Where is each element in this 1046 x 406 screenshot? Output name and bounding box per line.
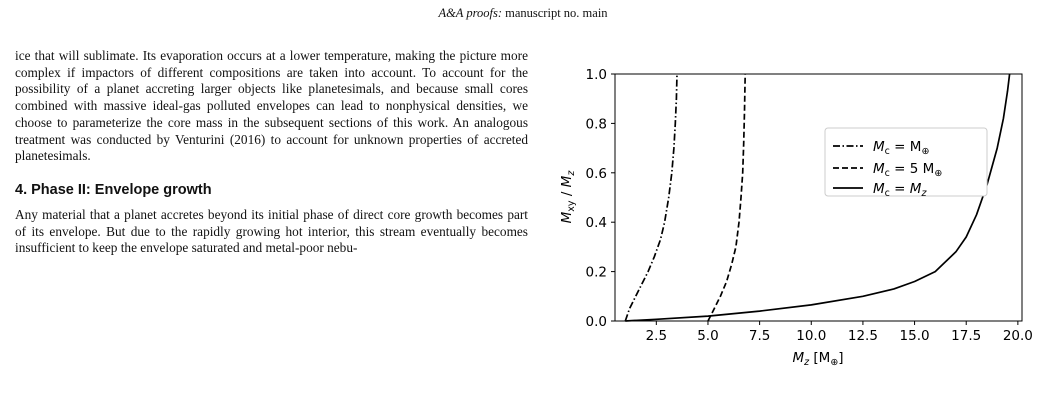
y-tick-label: 0.8: [585, 116, 607, 133]
legend-label-3: $M_c = M_z$: [873, 181, 927, 199]
x-tick-label: 10.0: [796, 328, 827, 344]
x-tick-label: 5.0: [697, 328, 719, 344]
axis-ticks: [586, 67, 1033, 344]
y-tick-label: 0.0: [585, 314, 607, 330]
y-tick-label: 0.6: [585, 165, 607, 182]
text-column: [15, 48, 528, 257]
legend-label-2: $M_c = 5$ $M_\oplus$: [873, 161, 943, 179]
mass-ratio-chart: [545, 54, 1040, 399]
legend: [825, 128, 987, 199]
x-tick-label: 17.5: [951, 328, 982, 344]
series-line-dashdot: [625, 74, 677, 321]
legend-label-1: $M_c = M_\oplus$: [873, 139, 930, 157]
running-header: [0, 6, 1046, 21]
series-line-solid: [625, 74, 1009, 321]
paragraph-1: ice that will sublimate. Its evaporation occurs at a lower temperature, making the picture more complex if impactors of different compositions are taken into account. To account for the possibility of a planet accreting larger objects like planetesimals, and because small cores combined with massive ideal-gas polluted envelopes can lead to nonphysical densities, we choose to parameterize the core mass in the subsequent sections of this work. An analogous treatment was conducted by Venturini (2016) to account for unknown properties of accreted planetesimals.: [15, 48, 528, 164]
x-axis-label: $M_z$ $[M_\oplus]$: [792, 350, 844, 368]
x-tick-label: 2.5: [645, 328, 668, 344]
x-tick-label: 20.0: [1002, 328, 1033, 344]
y-tick-label: 1.0: [585, 67, 607, 83]
x-tick-label: 12.5: [847, 328, 878, 344]
y-tick-label: 0.2: [585, 264, 607, 281]
x-tick-label: 7.5: [748, 328, 771, 344]
journal-name: A&A proofs:: [438, 6, 502, 20]
y-tick-label: 0.4: [585, 215, 607, 232]
series-line-dashed: [708, 74, 745, 321]
y-axis-label: $M_{xy} / M_z$: [559, 170, 577, 224]
paragraph-2: Any material that a planet accretes beyond its initial phase of direct core growth becomes part of its envelope. But due to the rapidly growing hot interior, this stream eventually becomes insufficient to keep the envelope saturated and metal-poor nebu-: [15, 206, 528, 256]
section-title: 4. Phase II: Envelope growth: [15, 181, 212, 198]
x-tick-label: 15.0: [899, 328, 930, 344]
series-lines: [625, 74, 1009, 321]
manuscript-label: manuscript no. main: [502, 6, 608, 20]
